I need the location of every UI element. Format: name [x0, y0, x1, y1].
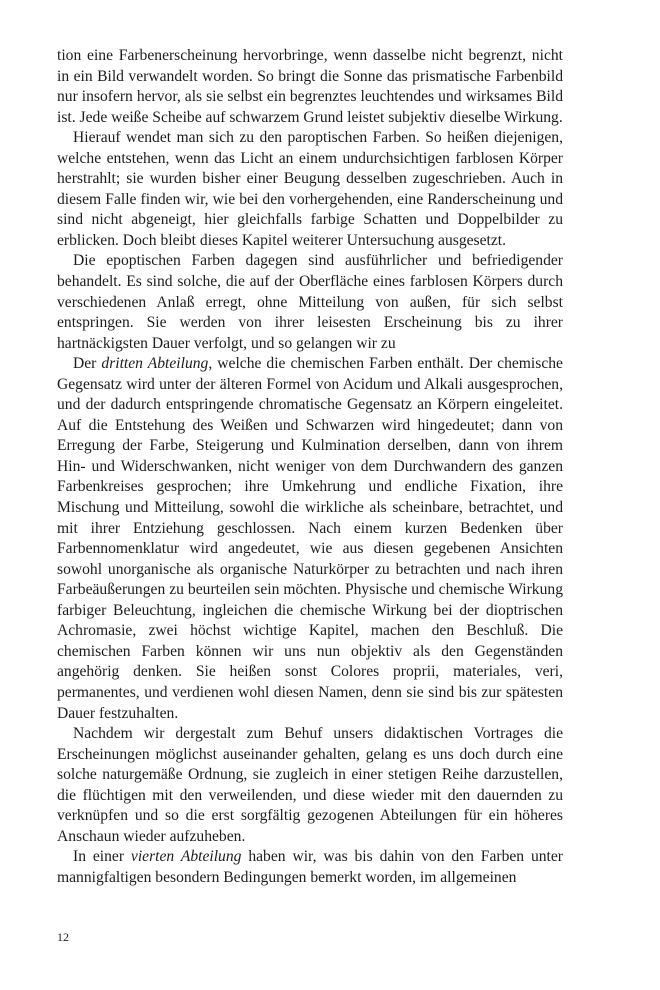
paragraph-text: Der [73, 355, 102, 373]
paragraph-5 [57, 724, 563, 847]
page-number: 12 [57, 930, 69, 944]
paragraph-text: Die epoptischen Farben dagegen sind ausführlicher und befriedigender behandelt. Es sind solche, die auf der Oberfläche eines farblosen Körpers durch verschiedenen Anlaß erregt, ohne Mitteilung von außen, für sich selbst entspringen. Sie werden von ihrer leisesten Erscheinung bis zu ihrer hartnäckigsten Dauer verfolgt, und so gelangen wir zu [57, 252, 563, 352]
paragraph-text: , welche die chemischen Farben enthält. Der chemische Gegensatz wird unter der älteren Formel von Acidum und Alkali ausgesprochen, und der dadurch entspringende chromatische Gegensatz an Körpern eingeleitet. Auf die Entstehung des Weißen und Schwarzen wird hingedeutet; dann von Erregung der Farbe, Steigerung und Kulmination derselben, dann von ihrem Hin- und Widerschwanken, nicht weniger von dem Durchwandern des ganzen Farbenkreises gesprochen; ihre Umkehrung und endliche Fixation, ihre Mischung und Mitteilung, sowohl die wirkliche als scheinbare, betrachtet, und mit ihrer Entziehung geschlossen. Nach einem kurzen Bedenken über Farbennomenklatur wird angedeutet, wie aus diesen gegebenen Ansichten sowohl unorganische als organische Naturkörper zu betrachten und nach ihren Farbeäußerungen zu beurteilen sein möchten. Physische und chemische Wirkung farbiger Beleuchtung, ingleichen die chemische Wirkung bei der dioptrischen Achromasie, zwei höchst wichtige Kapitel, machen den Beschluß. Die chemischen Farben können wir uns nun objektiv als den Gegenständen angehörig denken. Sie heißen sonst Colores proprii, materiales, veri, permanentes, und verdienen wohl diesen Namen, denn sie sind bis zur spätesten Dauer festzuhalten. [57, 355, 563, 722]
paragraph-3 [57, 251, 563, 354]
paragraph-text: In einer [73, 848, 131, 866]
paragraph-1 [57, 46, 563, 128]
paragraph-text: haben wir, was bis dahin von den Farben unter mannigfaltigen besondern Bedingungen bemerkt worden, im allgemeinen [57, 848, 563, 886]
page-body [57, 46, 563, 888]
italic-term: vierten Abteilung [130, 848, 242, 866]
paragraph-6 [57, 847, 563, 888]
paragraph-4 [57, 354, 563, 724]
paragraph-text: tion eine Farbenerscheinung hervorbringe, wenn dasselbe nicht begrenzt, nicht in ein Bild verwandelt worden. So bringt die Sonne das prismatische Farbenbild nur insofern hervor, als sie selbst ein begrenztes leuchtendes und wirksames Bild ist. Jede weiße Scheibe auf schwarzem Grund leistet subjektiv dieselbe Wirkung. [57, 47, 563, 126]
paragraph-2 [57, 128, 563, 251]
italic-term: dritten Abteilung [101, 355, 209, 373]
paragraph-text: Nachdem wir dergestalt zum Behuf unsers didaktischen Vortrages die Erscheinungen möglichst auseinander gehalten, gelang es uns doch durch eine solche naturgemäße Ordnung, sie zugleich in einer stetigen Reihe darzustellen, die flüchtigen mit den verweilenden, und diese wieder mit den dauernden zu verknüpfen und so die erst sorgfältig gezogenen Abteilungen für ein höheres Anschaun wieder aufzuheben. [57, 725, 563, 845]
paragraph-text: Hierauf wendet man sich zu den paroptischen Farben. So heißen diejenigen, welche entstehen, wenn das Licht an einem undurchsichtigen farblosen Körper herstrahlt; sie wurden bisher einer Beugung desselben zugeschrieben. Auch in diesem Falle finden wir, wie bei den vorhergehenden, eine Randerscheinung und sind nicht abgeneigt, hier gleichfalls farbige Schatten und Doppelbilder zu erblicken. Doch bleibt dieses Kapitel weiterer Untersuchung ausgesetzt. [57, 129, 563, 249]
